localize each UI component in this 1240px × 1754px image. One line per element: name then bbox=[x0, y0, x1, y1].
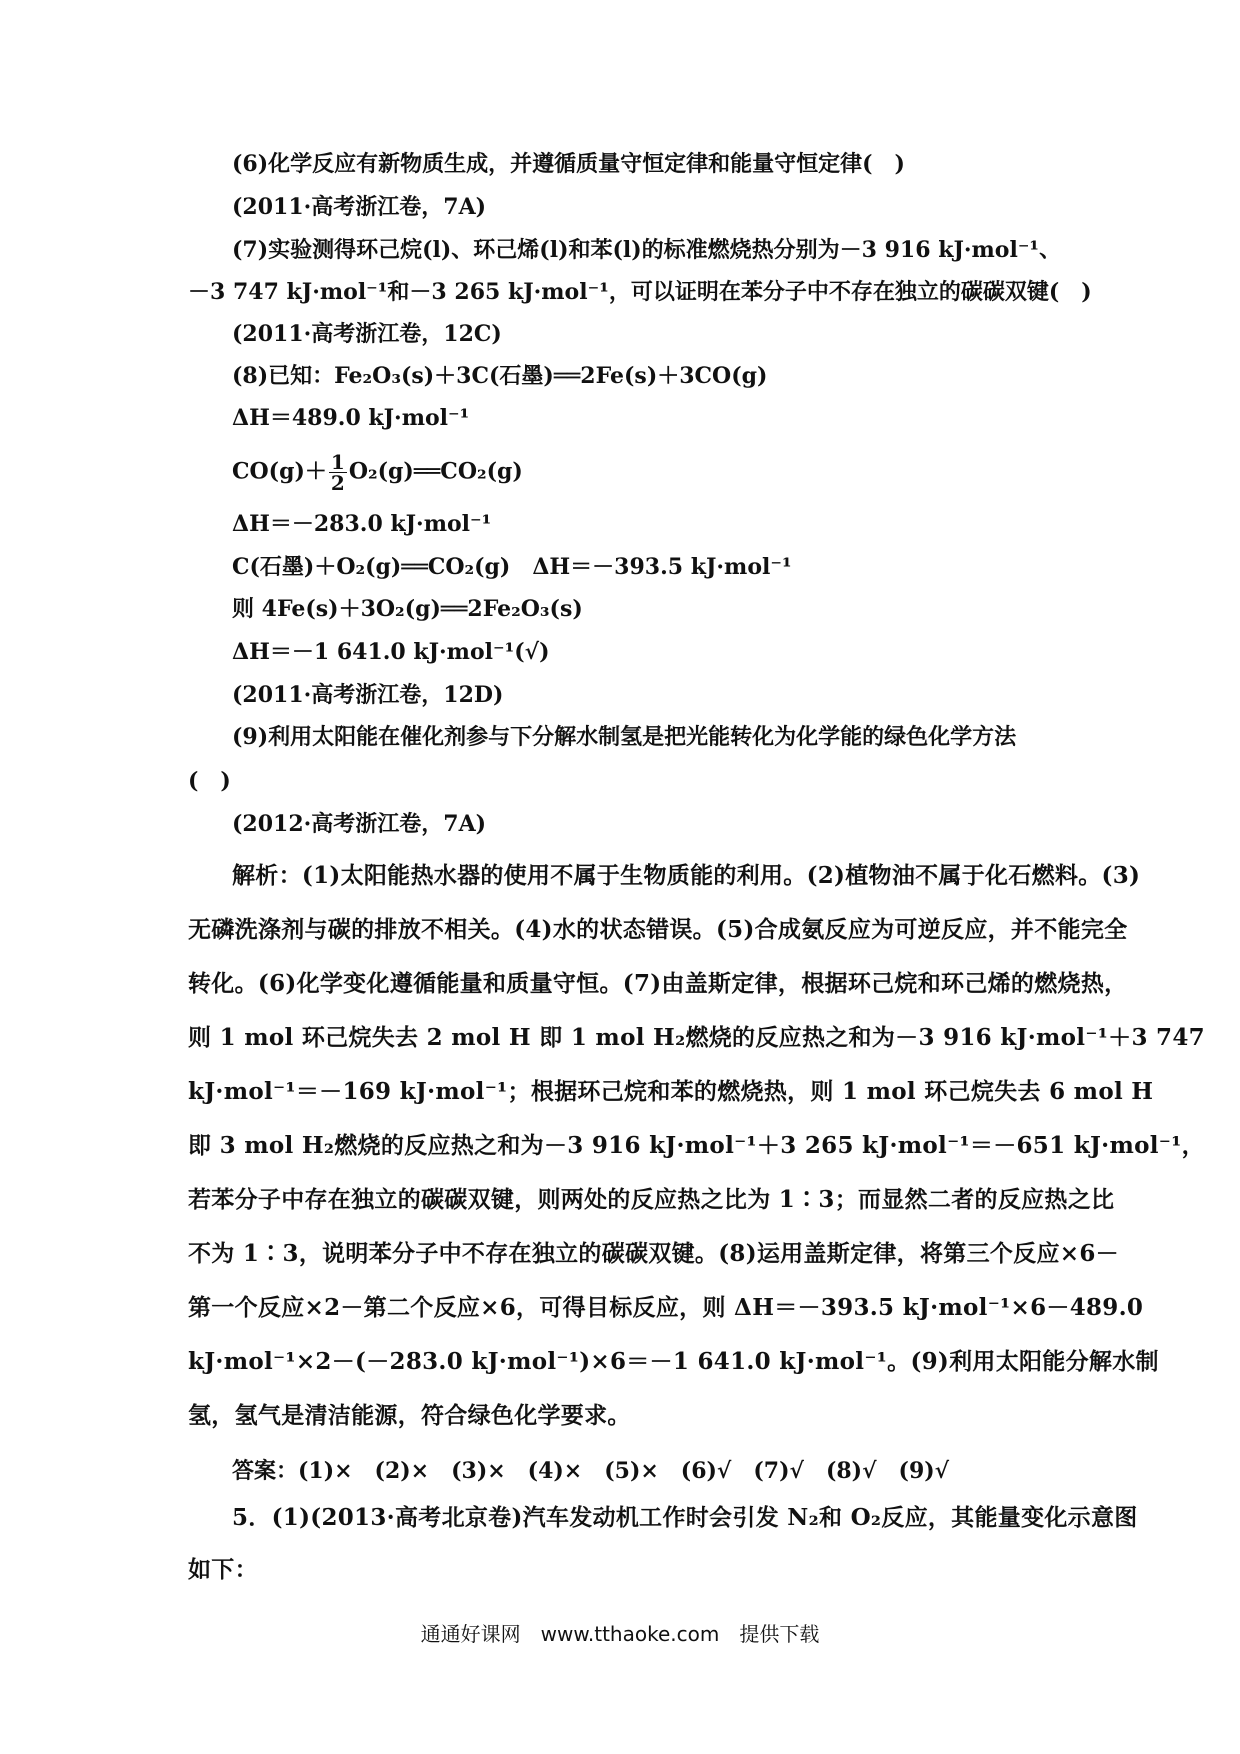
question-8-enthalpy-2: ΔH＝－283.0 kJ·mol⁻¹ bbox=[232, 511, 492, 537]
question-6: (6)化学反应有新物质生成，并遵循质量守恒定律和能量守恒定律( ) bbox=[232, 151, 905, 177]
question-8-enthalpy-1: ΔH＝489.0 kJ·mol⁻¹ bbox=[232, 405, 470, 431]
one-half-fraction bbox=[329, 452, 347, 493]
equation-2-left: CO(g)＋ bbox=[232, 458, 327, 485]
analysis-line-10: kJ·mol⁻¹×2－(－283.0 kJ·mol⁻¹)×6＝－1 641.0 kJ·mol⁻¹。(9)利用太阳能分解水制 bbox=[188, 1348, 1159, 1375]
question-9-line-1: (9)利用太阳能在催化剂参与下分解水制氢是把光能转化为化学能的绿色化学方法 bbox=[232, 724, 1017, 750]
question-7-line-2: －3 747 kJ·mol⁻¹和－3 265 kJ·mol⁻¹，可以证明在苯分子中不存在独立的碳碳双键( ) bbox=[188, 279, 1092, 305]
source-6: (2011·高考浙江卷，7A) bbox=[232, 194, 487, 220]
analysis-line-3: 转化。(6)化学变化遵循能量和质量守恒。(7)由盖斯定律，根据环己烷和环己烯的燃烧热， bbox=[188, 970, 1128, 997]
analysis-line-5: kJ·mol⁻¹＝－169 kJ·mol⁻¹；根据环己烷和苯的燃烧热，则 1 mol 环己烷失去 6 mol H bbox=[188, 1078, 1154, 1105]
source-9: (2012·高考浙江卷，7A) bbox=[232, 811, 487, 837]
analysis-line-4: 则 1 mol 环己烷失去 2 mol H 即 1 mol H₂燃烧的反应热之和为－3 916 kJ·mol⁻¹＋3 747 bbox=[188, 1024, 1205, 1051]
question-8-equation-1: (8)已知：Fe₂O₃(s)＋3C(石墨)══2Fe(s)＋3CO(g) bbox=[232, 363, 768, 389]
question-8-target-equation: 则 4Fe(s)＋3O₂(g)══2Fe₂O₃(s) bbox=[232, 596, 583, 622]
question-5-line-1: 5．(1)(2013·高考北京卷)汽车发动机工作时会引发 N₂和 O₂反应，其能量变化示意图 bbox=[232, 1504, 1138, 1531]
source-8: (2011·高考浙江卷，12D) bbox=[232, 682, 504, 708]
analysis-line-8: 不为 1∶3，说明苯分子中不存在独立的碳碳双键。(8)运用盖斯定律，将第三个反应×6－ bbox=[188, 1240, 1119, 1267]
analysis-line-11: 氢，氢气是清洁能源，符合绿色化学要求。 bbox=[188, 1402, 631, 1429]
analysis-line-1: 解析：(1)太阳能热水器的使用不属于生物质能的利用。(2)植物油不属于化石燃料。(3) bbox=[232, 862, 1141, 889]
question-8-target-enthalpy: ΔH＝－1 641.0 kJ·mol⁻¹(√) bbox=[232, 639, 550, 665]
question-8-equation-3: C(石墨)＋O₂(g)══CO₂(g) ΔH＝－393.5 kJ·mol⁻¹ bbox=[232, 554, 792, 580]
page-footer: 通通好课网 www.tthaoke.com 提供下载 bbox=[420, 1622, 820, 1646]
answer-line: 答案：(1)× (2)× (3)× (4)× (5)× (6)√ (7)√ (8)√ (9)√ bbox=[232, 1458, 950, 1484]
question-5-line-2: 如下： bbox=[188, 1556, 258, 1583]
question-9-line-2: ( ) bbox=[188, 768, 231, 794]
analysis-line-6: 即 3 mol H₂燃烧的反应热之和为－3 916 kJ·mol⁻¹＋3 265 kJ·mol⁻¹＝－651 kJ·mol⁻¹， bbox=[188, 1132, 1205, 1159]
question-8-equation-2 bbox=[232, 452, 523, 493]
fraction-denominator: 2 bbox=[330, 471, 345, 495]
analysis-line-7: 若苯分子中存在独立的碳碳双键，则两处的反应热之比为 1∶3；而显然二者的反应热之比 bbox=[188, 1186, 1115, 1213]
analysis-line-9: 第一个反应×2－第二个反应×6，可得目标反应，则 ΔH＝－393.5 kJ·mol⁻¹×6－489.0 bbox=[188, 1294, 1144, 1321]
question-7-line-1: (7)实验测得环己烷(l)、环己烯(l)和苯(l)的标准燃烧热分别为－3 916 kJ·mol⁻¹、 bbox=[232, 237, 1062, 263]
fraction-numerator: 1 bbox=[330, 450, 345, 474]
source-7: (2011·高考浙江卷，12C) bbox=[232, 321, 502, 347]
analysis-line-2: 无磷洗涤剂与碳的排放不相关。(4)水的状态错误。(5)合成氨反应为可逆反应，并不能完全 bbox=[188, 916, 1128, 943]
equation-2-right: O₂(g)══CO₂(g) bbox=[348, 458, 523, 485]
